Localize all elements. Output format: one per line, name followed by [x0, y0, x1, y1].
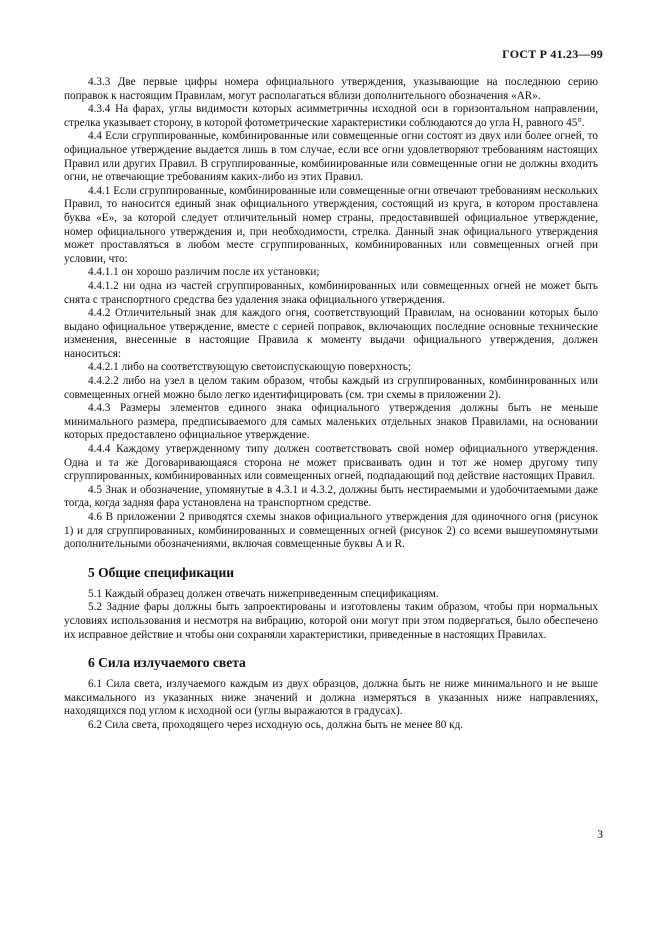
paragraph-4-4-1-2: 4.4.1.2 ни одна из частей сгруппированных, комбинированных или совмещенных огней не может быть снята с транспортного средства без удаления знака официального утверждения.	[64, 279, 598, 306]
paragraph-4-4-3: 4.4.3 Размеры элементов единого знака официального утверждения должны быть не меньше минимального размера, предписываемого для самых маленьких отдельных знаков Правилами, на основании которых предоставлено официальное утверждение.	[64, 402, 598, 442]
paragraph-4-3-3: 4.3.3 Две первые цифры номера официального утверждения, указывающие на последнюю серию поправок к настоящим Правилам, могут располагаться вблизи дополнительного обозначения «AR».	[64, 76, 598, 102]
paragraph-4-4-2-1: 4.4.2.1 либо на соответствующую светоиспускающую поверхность;	[88, 361, 411, 374]
page-body	[64, 76, 598, 733]
paragraph-4-4-4: 4.4.4 Каждому утвержденному типу должен соответствовать свой номер официального утверждения. Одна и та же Договаривающаяся сторона не может присваивать один и тот же номер другому типу сгруппированных, комбинированных или совмещенных огней, подпадающий под действие настоящих Правил.	[64, 443, 598, 483]
paragraph-4-4: 4.4 Если сгруппированные, комбинированные или совмещенные огни состоят из двух или более огней, то официальное утверждение выдается лишь в том случае, если все огни удовлетворяют требованиям настоящих Правил или других Правил. В сгруппированные, комбинированные или совмещенные огни не должны входить огни, не отвечающие требованиям каких-либо из этих Правил.	[64, 130, 598, 184]
paragraph-4-6: 4.6 В приложении 2 приводятся схемы знаков официального утверждения для одиночного огня (рисунок 1) и для сгруппированных, комбинированных и совмещенных огней (рисунок 2) со всеми вышеупомянутыми дополнительными обозначениями, включая совмещенные буквы A и R.	[64, 511, 598, 551]
page-number: 3	[597, 829, 603, 841]
paragraph-4-4-2: 4.4.2 Отличительный знак для каждого огня, соответствующий Правилам, на основании которых было выдано официальное утверждение, вместе с серией поправок, включающих последние основные технические изменения, внесенные в настоящие Правила к моменту выдачи официального утверждения, должен наноситься:	[64, 307, 598, 360]
section-5-heading: 5 Общие спецификации	[88, 564, 235, 580]
paragraph-6-2: 6.2 Сила света, проходящего через исходную ось, должна быть не менее 80 кд.	[88, 718, 464, 731]
paragraph-4-4-2-2: 4.4.2.2 либо на узел в целом таким образом, чтобы каждый из сгруппированных, комбинированных или совмещенных огней можно было легко идентифицировать (см. три схемы в приложении 2).	[64, 375, 598, 401]
paragraph-6-1: 6.1 Сила света, излучаемого каждым из двух образцов, должна быть не ниже минимального и не выше максимального из указанных ниже значений и должна измеряться в указанных ниже направлениях, находящихся под углом к исходной оси (углы выражаются в градусах).	[64, 678, 598, 718]
section-6-heading: 6 Сила излучаемого света	[88, 655, 246, 671]
paragraph-5-2: 5.2 Задние фары должны быть запроектированы и изготовлены таким образом, чтобы при нормальных условиях использования и несмотря на вибрацию, которой они могут при этом подвергаться, было обеспечено их исправное действие и чтобы они сохраняли характеристики, приведенные в настоящих Правилах.	[64, 601, 598, 641]
document-code: ГОСТ Р 41.23—99	[502, 47, 603, 61]
paragraph-4-5: 4.5 Знак и обозначение, упомянутые в 4.3.1 и 4.3.2, должны быть нестираемыми и удобочитаемыми даже тогда, когда задняя фара установлена на транспортном средстве.	[64, 483, 598, 510]
paragraph-5-1: 5.1 Каждый образец должен отвечать нижеприведенным спецификациям.	[88, 587, 439, 600]
paragraph-4-4-1: 4.4.1 Если сгруппированные, комбинированные или совмещенные огни отвечают требованиям нескольких Правил, то наносится единый знак официального утверждения, состоящий из круга, в котором проставлена буква «Е», за которой следует отличительный номер страны, предоставившей официальное утверждение, номер официального утверждения и, при необходимости, стрелка. Данный знак официального утверждения может проставляться в любом месте сгруппированных, комбинированных или совмещенных огней при условии, что:	[64, 184, 598, 265]
paragraph-4-3-4: 4.3.4 На фарах, углы видимости которых асимметричны исходной оси в горизонтальном направлении, стрелка указывает сторону, в которой фотометрические характеристики соблюдаются до угла H, равного 45°.	[64, 103, 598, 129]
paragraph-4-4-1-1: 4.4.1.1 он хорошо различим после их установки;	[88, 266, 320, 279]
